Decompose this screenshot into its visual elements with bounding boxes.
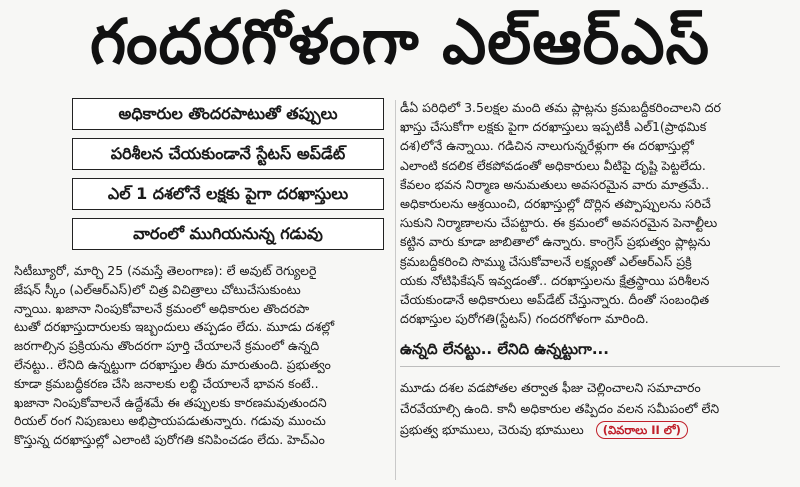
headline: గందరగోళంగా ఎల్‌ఆర్‌ఎస్‌ [89, 5, 711, 78]
body-line: కొస్తున్న దరఖాస్తుల్లో ఎలాంటి పురోగతి కనిపించడం లేదు. హెచ్‌ఎం [14, 432, 325, 448]
section-divider [400, 366, 780, 367]
body-line: ఎలాంటి కదలిక లేకపోవడంతో అధికారులు వీటిపై దృష్టి పెట్టలేదు. [400, 157, 706, 173]
body-line: దరఖాస్తుల పురోగతి(స్టేటస్‌) గందరగోళంగా మారింది. [400, 311, 649, 327]
body-line: ఖాస్తు చేసుకోగా లక్షకు పైగా దరఖాస్తులు ఇప్పటికీ ఎల్‌1(ప్రాథమిక [400, 119, 707, 135]
deck-line: అధికారుల తొందరపాటుతో తప్పులు [72, 98, 384, 130]
body-line: కూడా క్రమబద్ధీకరణ చేసి జనాలకు లబ్ధి చేయాలనే భావన కంటే.. [14, 375, 319, 391]
body-line: టుతో దరఖాస్తుదారులకు ఇబ్బందులు తప్పడం లేదు. మూడు దశల్లో [14, 319, 335, 335]
continued-label: (వివరాలు II లో) [596, 421, 688, 439]
body-line: జేషన్‌ స్కీం (ఎల్‌ఆర్‌ఎస్‌)లో చిత్ర విచిత్రాలు చోటుచేసుకుంటు [14, 281, 301, 297]
deck-headlines [72, 98, 384, 250]
body-line-last [400, 419, 792, 440]
body-line: లేనట్టు.. లేనిది ఉన్నట్టుగా దరఖాస్తుల తీరు మారుతుంది. ప్రభుత్వం [14, 356, 331, 372]
body-line: కేవలం భవన నిర్మాణ అనుమతులు అవసరమైన వారు మాత్రమే.. [400, 176, 710, 192]
right-body-text [400, 98, 792, 328]
body-line: మూడు దశల వడపోతల తర్వాత ఫీజు చెల్లించాలని సమాచారం [400, 380, 701, 396]
deck-line: ఎల్‌ 1 దశలోనే లక్షకు పైగా దరఖాస్తులు [72, 178, 384, 210]
subheading: ఉన్నది లేనట్టు.. లేనిది ఉన్నట్టుగా... [400, 340, 609, 359]
body-line: సుకుని నిర్మాణాలను చేపట్టారు. ఈ క్రమంలో అవసరమైన పెనాల్టీలు [400, 215, 718, 231]
body-line: క్రమబద్ధీకరించి సొమ్ము చేసుకోవాలనే లక్ష్యంతో ఎల్‌ఆర్‌ఎస్‌ ప్రక్రి [400, 253, 692, 269]
deck-line: వారంలో ముగియనున్న గడువు [72, 218, 384, 250]
body-line: దశ)లోనే ఉన్నాయి. గడిచిన నాలుగున్నరేళ్లుగా ఈ దరఖాస్తుల్లో [400, 138, 694, 154]
left-column [14, 98, 394, 487]
body-line: అధికారులను ఆశ్రయించి, దరఖాస్తుల్లో దొర్లిన తప్పొప్పులను సరిచే [400, 195, 711, 211]
right-column [400, 98, 792, 487]
body-line: యకు నోటిఫికేషన్‌ ఇవ్వడంతో.. దరఖాస్తులను క్షేత్రస్థాయి పరిశీలన [400, 272, 710, 288]
left-body-text [14, 262, 394, 450]
body-line-text: ప్రభుత్వ భూములు, చెరువు భూములు [400, 422, 584, 438]
body-line: జరగాల్సిన ప్రక్రియను తొందరగా పూర్తి చేయాలనే క్రమంలో ఉన్నది [14, 338, 320, 354]
body-line: రియల్‌ రంగ నిపుణులు అభిప్రాయపడుతున్నారు. గడువు ముంచు [14, 413, 326, 429]
body-line: న్నాయి. ఖజానా నింపుకోవాలనే క్రమంలో అధికారుల తొందరపా [14, 300, 310, 316]
body-line: సిటీబ్యూరో, మార్చి 25 (నమస్తే తెలంగాణ): లే అవుట్‌ రెగ్యులరై [14, 263, 317, 278]
right-tail-text [400, 377, 792, 440]
body-line: డీఏ పరిధిలో 3.5లక్షల మంది తమ ప్లాట్లను క్రమబద్ధీకరించాలని దర [400, 100, 721, 115]
deck-line: పరిశీలన చేయకుండానే స్టేటస్‌ అప్‌డేట్‌ [72, 138, 384, 170]
body-line: చేరవేయాల్సి ఉంది. కానీ అధికారుల తప్పిదం వలన సమీపంలో లేని [400, 401, 720, 417]
body-line: కట్టిన వారు కూడా జాబితాలో ఉన్నారు. కాంగ్రెస్‌ ప్రభుత్వం ప్లాట్లను [400, 234, 711, 250]
body-line: చేయకుండానే అధికారులు అప్‌డేట్‌ చేస్తున్నారు. దీంతో సంబంధిత [400, 291, 710, 307]
body-line: ఖజానా నింపుకోవాలనే ఉద్దేశమే ఈ తప్పులకు కారణమవుతుందని [14, 394, 327, 410]
column-divider [395, 100, 396, 480]
